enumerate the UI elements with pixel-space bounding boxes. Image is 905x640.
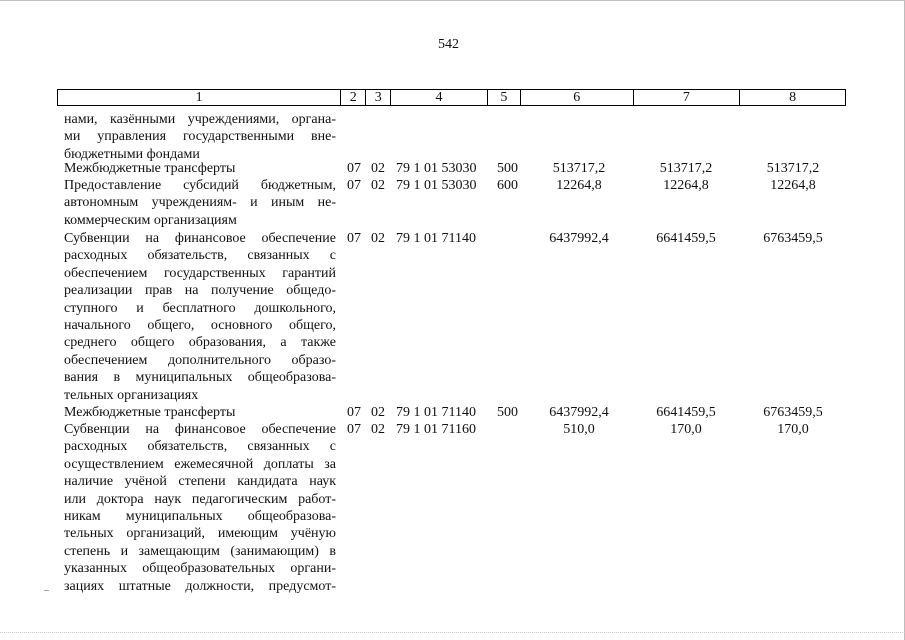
- desc-line: тельных организаций, имеющим учёную: [64, 526, 336, 542]
- target-article-code: 79 1 01 53030: [396, 161, 477, 176]
- amount-col-7: 6641459,5: [656, 405, 716, 420]
- desc-line: наличие учёной степени кандидата наук: [64, 474, 336, 490]
- row-description: [64, 177, 336, 229]
- scan-edge: [0, 632, 905, 634]
- amount-col-7: 513717,2: [659, 161, 713, 176]
- subsection-code: 02: [371, 405, 385, 420]
- amount-col-8: 12264,8: [770, 178, 816, 193]
- desc-line: Субвенции на финансовое обеспечение: [64, 231, 336, 246]
- desc-line: осуществлением ежемесячной доплаты за: [64, 456, 336, 472]
- header-col-3: 3: [366, 90, 391, 105]
- desc-line: Межбюджетные трансферты: [64, 161, 236, 176]
- desc-line: обеспечением дополнительного образо-: [64, 352, 336, 368]
- header-col-1: 1: [58, 90, 341, 105]
- page-number: 542: [438, 37, 459, 52]
- row-description: [64, 160, 336, 177]
- amount-col-7: 170,0: [670, 422, 702, 437]
- amount-col-6: 513717,2: [552, 161, 606, 176]
- desc-line: Предоставление субсидий бюджетным,: [64, 178, 336, 193]
- amount-col-6: 6437992,4: [549, 405, 609, 420]
- amount-col-8: 6763459,5: [763, 231, 823, 246]
- amount-col-7: 6641459,5: [656, 231, 716, 246]
- desc-line: Субвенции на финансовое обеспечение: [64, 422, 336, 437]
- subsection-code: 02: [371, 178, 385, 193]
- desc-line: вания в муниципальных общеобразова-: [64, 370, 336, 386]
- subsection-code: 02: [371, 161, 385, 176]
- desc-line: тельных организациях: [64, 387, 199, 403]
- target-article-code: 79 1 01 71160: [396, 422, 476, 437]
- row-description: [64, 230, 336, 404]
- amount-col-6: 510,0: [563, 422, 595, 437]
- page-border-top: [0, 0, 905, 1]
- header-col-8: 8: [789, 90, 797, 105]
- header-col-6: 6: [521, 90, 634, 105]
- desc-line: ми управления государственными вне-: [64, 129, 336, 145]
- target-article-code: 79 1 01 53030: [396, 178, 477, 193]
- desc-line: указанных общеобразовательных органи-: [64, 561, 336, 577]
- section-code: 07: [347, 178, 361, 193]
- section-code: 07: [347, 161, 361, 176]
- desc-line: нами, казёнными учреждениями, органа-: [64, 112, 336, 127]
- target-article-code: 79 1 01 71140: [396, 231, 476, 246]
- amount-col-7: 12264,8: [663, 178, 709, 193]
- desc-line: расходных обязательств, связанных с: [64, 248, 336, 264]
- desc-line: коммерческим организациям: [64, 212, 237, 228]
- desc-line: ступного и бесплатного дошкольного,: [64, 300, 336, 316]
- header-col-4: 4: [391, 90, 488, 105]
- desc-line: обеспечением государственных гарантий: [64, 265, 336, 281]
- desc-line: степень и замещающим (занимающим) в: [64, 543, 336, 559]
- desc-line: начального общего, основного общего,: [64, 318, 336, 334]
- expense-type-code: 600: [497, 178, 518, 193]
- target-article-code: 79 1 01 71140: [396, 405, 476, 420]
- expense-type-code: 500: [497, 405, 518, 420]
- row-description: [64, 404, 336, 421]
- amount-col-6: 12264,8: [556, 178, 602, 193]
- section-code: 07: [347, 422, 361, 437]
- desc-line: Межбюджетные трансферты: [64, 405, 236, 420]
- section-code: 07: [347, 405, 361, 420]
- amount-col-8: 513717,2: [766, 161, 820, 176]
- subsection-code: 02: [371, 422, 385, 437]
- row-description: [64, 111, 336, 163]
- row-description: [64, 421, 336, 595]
- desc-line: автономным учреждениям- и иным не-: [64, 195, 336, 211]
- margin-mark: –: [44, 585, 49, 596]
- header-col-7: 7: [634, 90, 741, 105]
- amount-col-6: 6437992,4: [549, 231, 609, 246]
- subsection-code: 02: [371, 231, 385, 246]
- table-header: [57, 89, 846, 106]
- expense-type-code: 500: [497, 161, 518, 176]
- desc-line: среднего общего образования, а также: [64, 335, 336, 351]
- desc-line: никам муниципальных общеобразова-: [64, 509, 336, 525]
- amount-col-8: 170,0: [777, 422, 809, 437]
- amount-col-8: 6763459,5: [763, 405, 823, 420]
- desc-line: зациях штатные должности, предусмот-: [64, 578, 336, 594]
- header-col-5: 5: [488, 90, 521, 105]
- header-col-2: 2: [341, 90, 366, 105]
- section-code: 07: [347, 231, 361, 246]
- desc-line: расходных обязательств, связанных с: [64, 439, 336, 455]
- desc-line: реализации прав на получение общедо-: [64, 283, 336, 299]
- desc-line: бюджетными фондами: [64, 146, 200, 162]
- desc-line: или доктора наук педагогическим работ-: [64, 491, 336, 507]
